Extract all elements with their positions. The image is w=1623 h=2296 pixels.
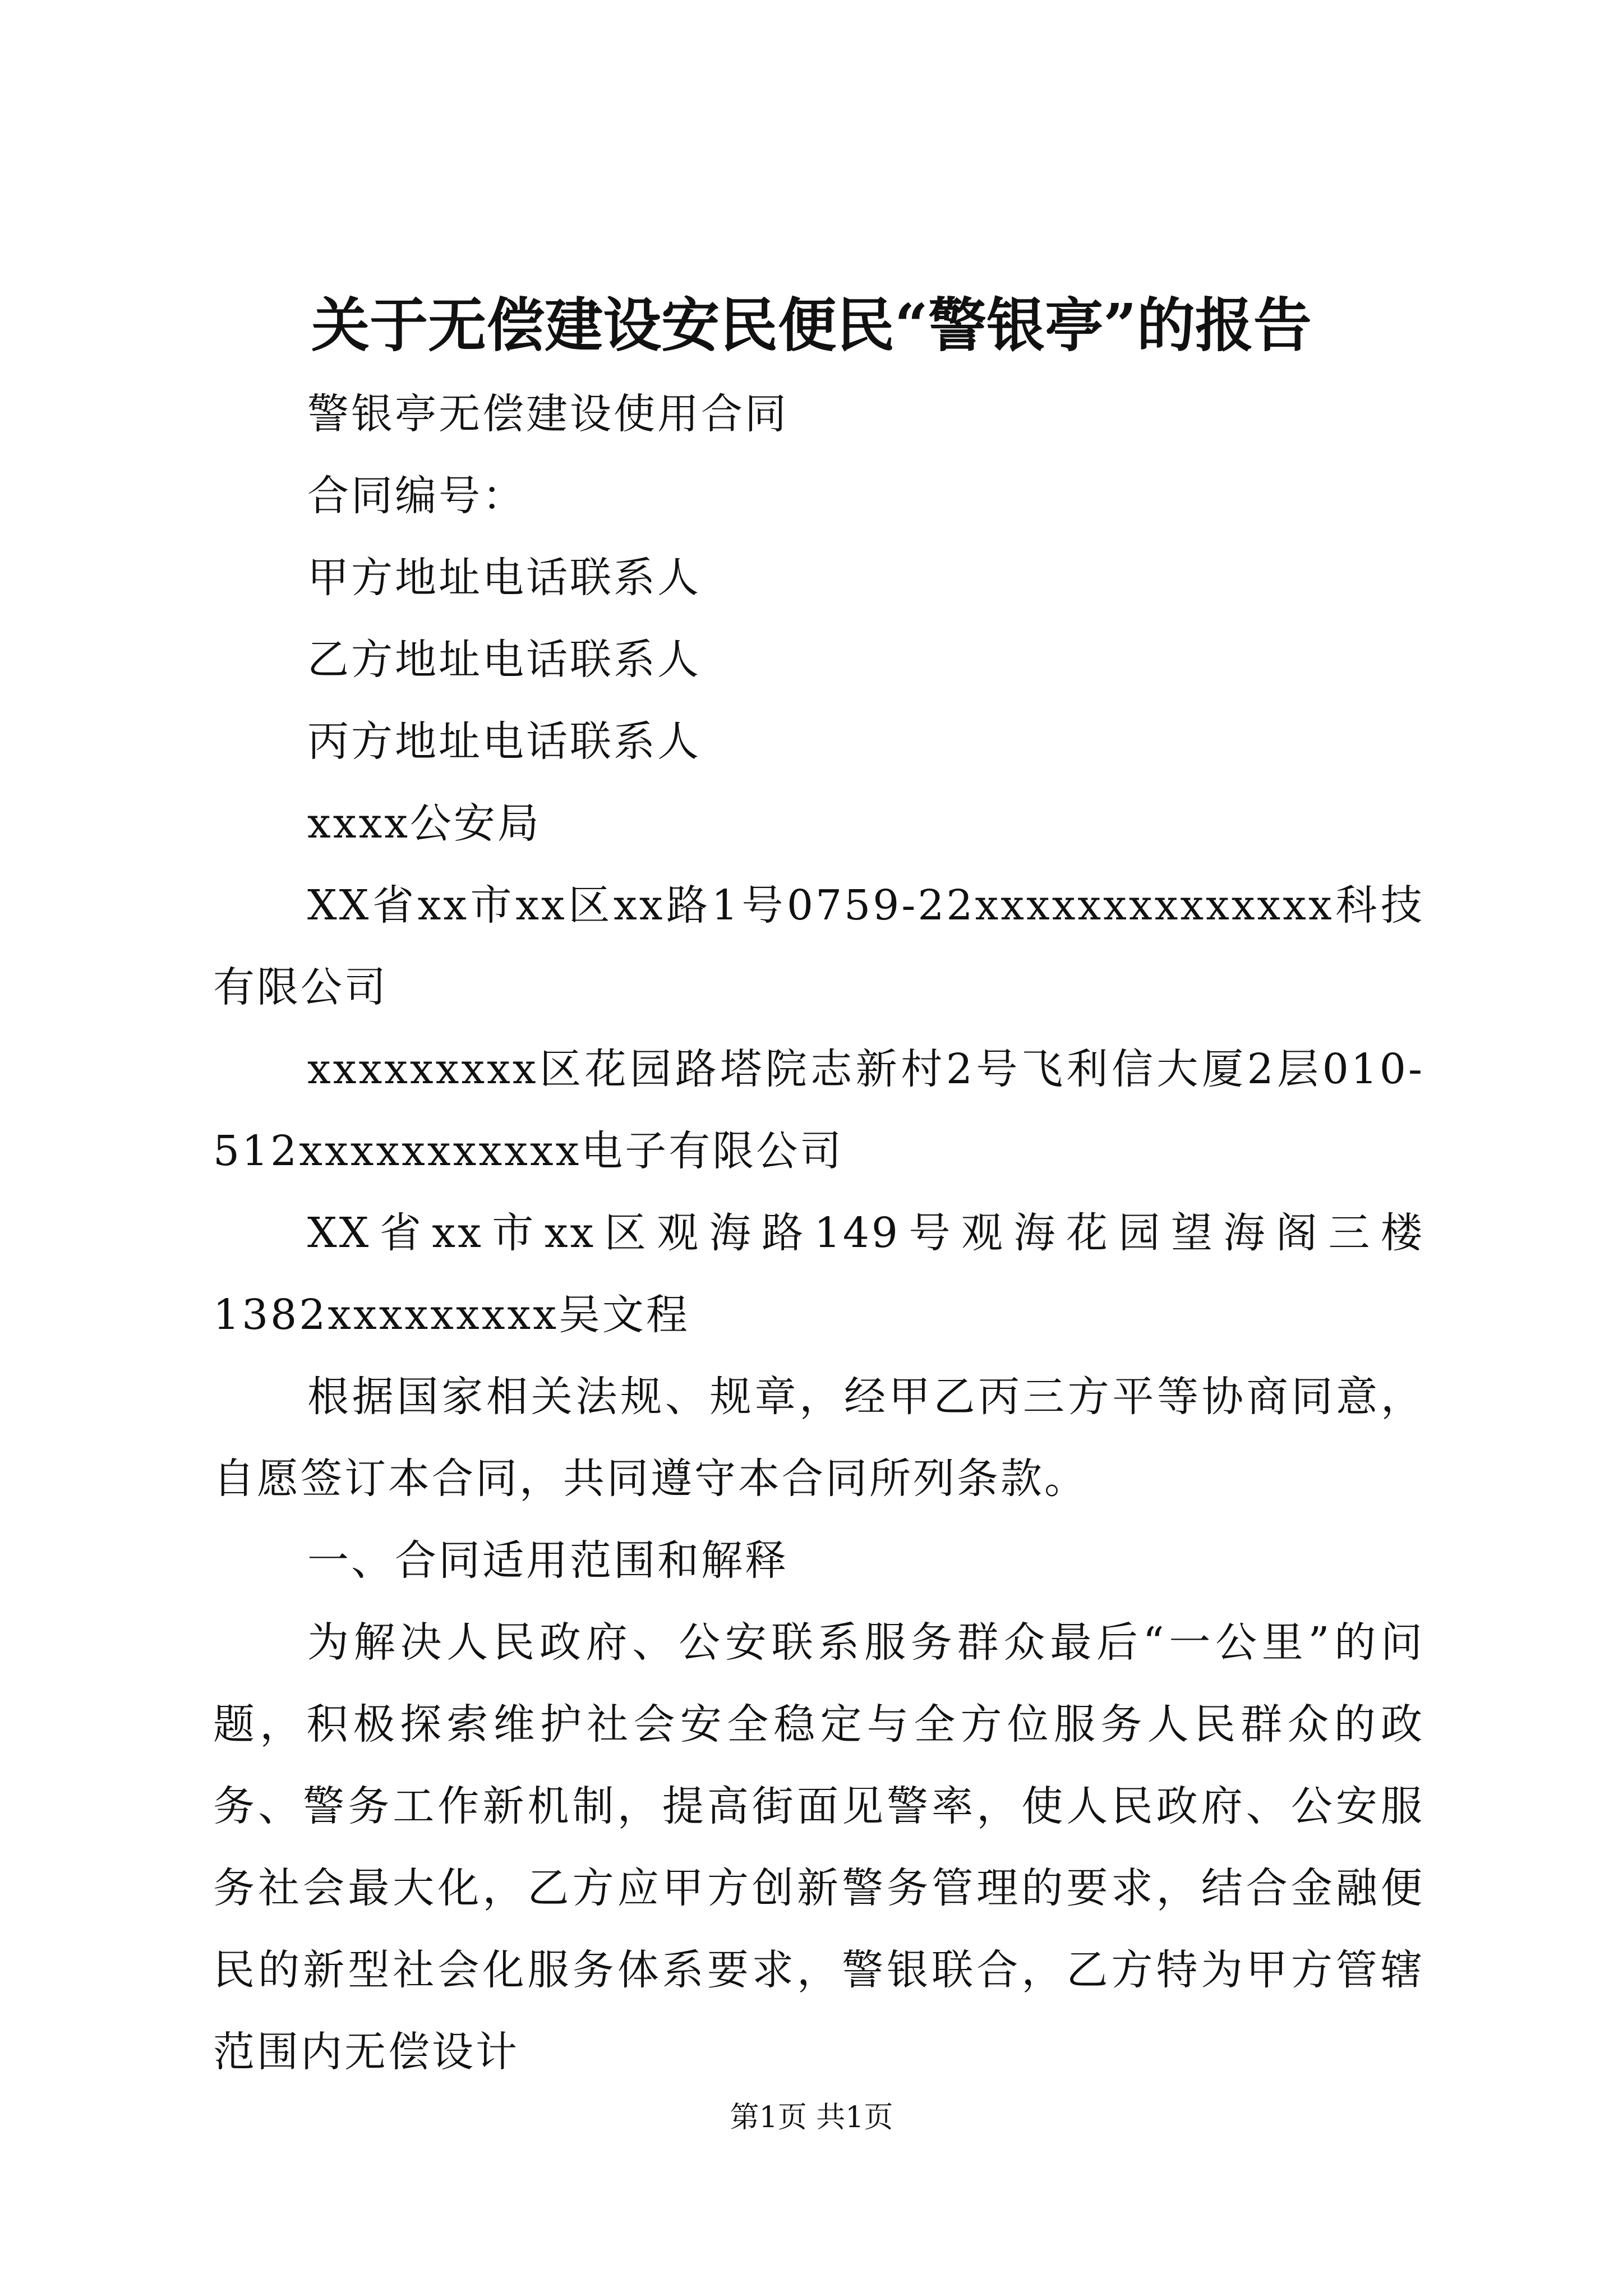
document-body (213, 373, 1424, 2093)
paragraph-section-1-body: 为解决人民政府、公安联系服务群众最后“一公里”的问题，积极探索维护社会安全稳定与全方位服务人民群众的政务、警务工作新机制，提高街面见警率，使人民政府、公安服务社会最大化，乙方应甲方创新警务管理的要求，结合金融便民的新型社会化服务体系要求，警银联合，乙方特为甲方管辖范围内无偿设计 (213, 1618, 1424, 2076)
paragraph-party-c: 丙方地址电话联系人 (307, 717, 701, 766)
paragraph-party-b: 乙方地址电话联系人 (307, 636, 701, 684)
document-title: 关于无偿建设安民便民“警银亭”的报告 (311, 291, 1312, 360)
paragraph-contract-number: 合同编号： (307, 472, 526, 520)
paragraph-police-bureau: xxxx公安局 (307, 799, 541, 848)
page-footer: 第1页 共1页 (730, 2101, 893, 2134)
paragraph-address-3: XX省xx市xx区观海路149号观海花园望海阁三楼1382xxxxxxxxx吴文程 (213, 1209, 1424, 1339)
paragraph-address-1: XX省xx市xx区xx路1号0759-22xxxxxxxxxxxxxx科技有限公司 (213, 881, 1424, 1011)
section-heading-1: 一、合同适用范围和解释 (307, 1536, 789, 1585)
paragraph-party-a: 甲方地址电话联系人 (307, 554, 701, 602)
paragraph-address-2: xxxxxxxxx区花园路塔院志新村2号飞利信大厦2层010-512xxxxxxxxxxx电子有限公司 (213, 1045, 1424, 1175)
paragraph-preamble: 根据国家相关法规、规章，经甲乙丙三方平等协商同意，自愿签订本合同，共同遵守本合同所列条款。 (213, 1373, 1424, 1503)
paragraph-contract-name: 警银亭无偿建设使用合同 (307, 390, 789, 438)
